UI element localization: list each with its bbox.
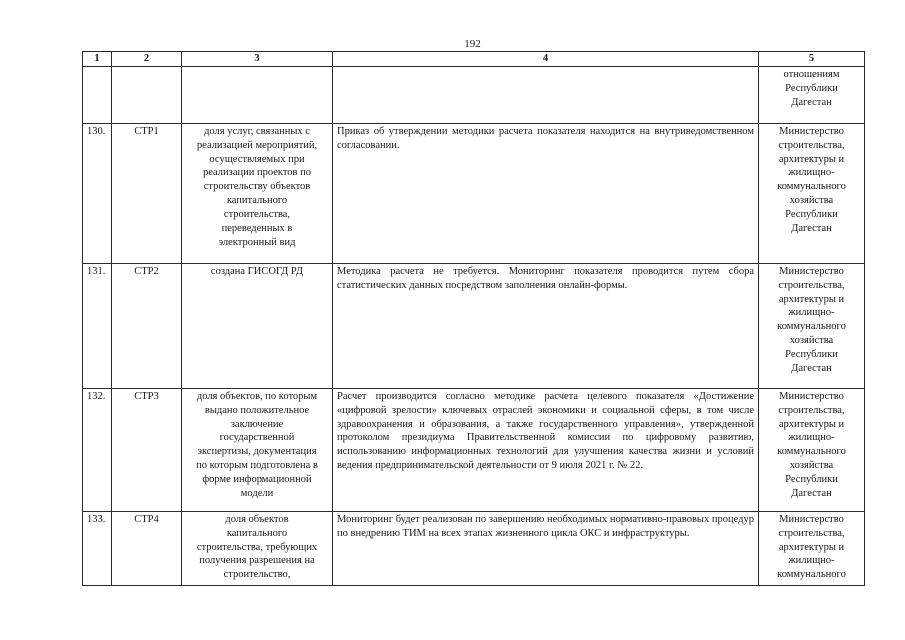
row-name-cell: доля объектов, по которым выдано положительное заключение государственной экспертизы, документация по которым подготовлена в форме информационной модели <box>182 388 333 511</box>
row-organization-cell: Министерство строительства, архитектуры и жилищно- коммунального хозяйства Республики Дагестан <box>759 388 865 511</box>
row-number-cell: 133. <box>83 511 112 585</box>
page-number: 192 <box>464 38 481 50</box>
row-code-cell: СТР2 <box>112 263 182 388</box>
row-code-cell <box>112 66 182 123</box>
row-number-cell: 132. <box>83 388 112 511</box>
row-number-cell: 131. <box>83 263 112 388</box>
column-header-code: 2 <box>112 52 182 67</box>
table-row <box>83 123 865 263</box>
indicators-table <box>82 51 865 586</box>
row-organization-cell: Министерство строительства, архитектуры и жилищно- коммунального хозяйства Республики Дагестан <box>759 263 865 388</box>
row-organization-cell: Министерство строительства, архитектуры и жилищно- коммунального хозяйства Республики Дагестан <box>759 123 865 263</box>
row-name-cell <box>182 66 333 123</box>
row-code-cell: СТР3 <box>112 388 182 511</box>
column-header-num: 1 <box>83 52 112 67</box>
column-header-organization: 5 <box>759 52 865 67</box>
row-organization-cell: Министерство строительства, архитектуры и жилищно- коммунального <box>759 511 865 585</box>
row-name-cell: доля услуг, связанных с реализацией мероприятий, осуществляемых при реализации проектов по строительству объектов капитального строительства, переведенных в электронный вид <box>182 123 333 263</box>
row-name-cell: создана ГИСОГД РД <box>182 263 333 388</box>
table-header-row <box>83 52 865 67</box>
table-row <box>83 388 865 511</box>
column-header-description: 4 <box>333 52 759 67</box>
row-description-cell: Методика расчета не требуется. Мониторинг показателя проводится путем сбора статистических данных посредством заполнения онлайн-формы. <box>333 263 759 388</box>
table-row <box>83 263 865 388</box>
row-description-cell: Приказ об утверждении методики расчета показателя находится на внутриведомственном согласовании. <box>333 123 759 263</box>
row-description-cell: Мониторинг будет реализован по завершению необходимых нормативно-правовых процедур по внедрению ТИМ на всех этапах жизненного цикла ОКС и инфраструктуры. <box>333 511 759 585</box>
row-description-cell: Расчет производится согласно методике расчета целевого показателя «Достижение «цифровой зрелости» ключевых отраслей экономики и социальной сферы, в том числе здравоохранения и образования, а также государственного управления», утвержденной протоколом президиума Правительственной комиссии по цифровому развитию, использованию информационных технологий для улучшения качества жизни и условий ведения предпринимательской деятельности от 9 июля 2021 г. № 22. <box>333 388 759 511</box>
row-code-cell: СТР4 <box>112 511 182 585</box>
row-number-cell: 130. <box>83 123 112 263</box>
column-header-name: 3 <box>182 52 333 67</box>
row-description-cell <box>333 66 759 123</box>
table-row <box>83 511 865 585</box>
row-code-cell: СТР1 <box>112 123 182 263</box>
row-number-cell <box>83 66 112 123</box>
row-organization-cell: отношениям Республики Дагестан <box>759 66 865 123</box>
row-name-cell: доля объектов капитального строительства, требующих получения разрешения на строительство, <box>182 511 333 585</box>
table-row <box>83 66 865 123</box>
